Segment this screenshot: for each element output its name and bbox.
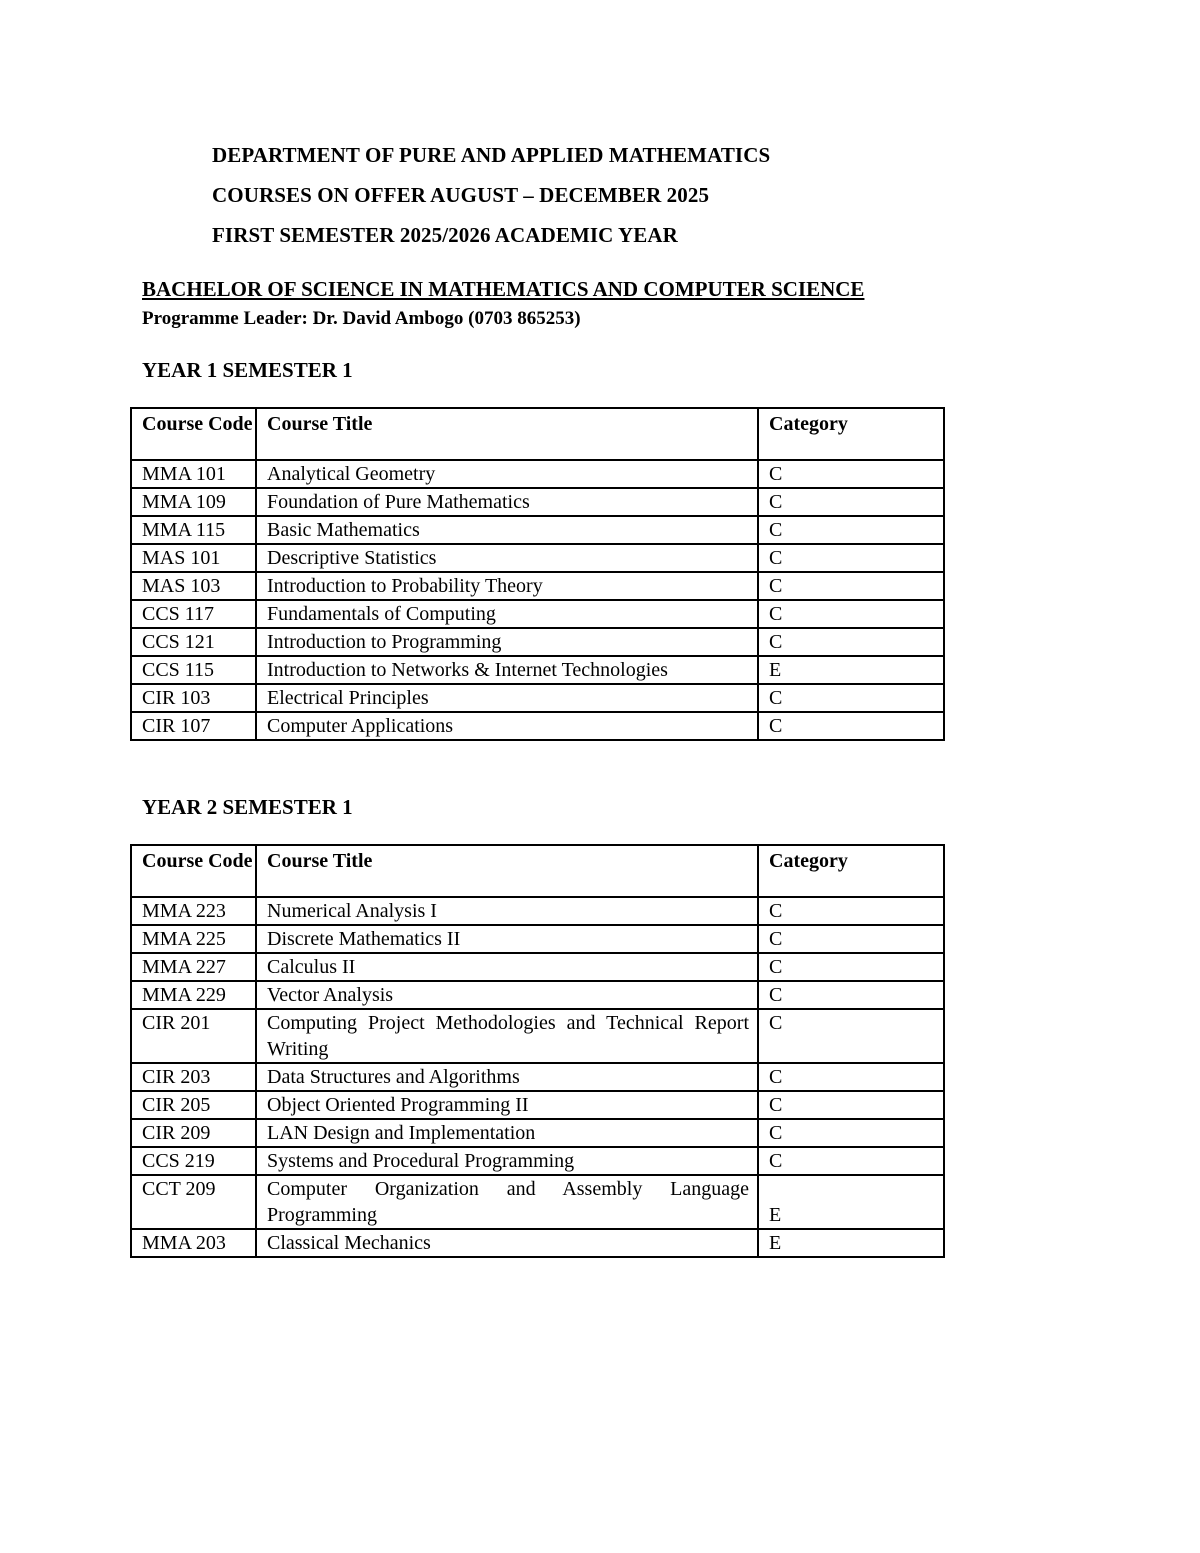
course-code: CCT 209 [131, 1175, 256, 1229]
course-code: MMA 115 [131, 516, 256, 544]
course-title: Vector Analysis [256, 981, 758, 1009]
course-title: Electrical Principles [256, 684, 758, 712]
course-category: C [758, 712, 944, 740]
column-header-code: Course Code [131, 408, 256, 460]
course-code: MAS 101 [131, 544, 256, 572]
course-code: CIR 205 [131, 1091, 256, 1119]
table-header-row [131, 408, 944, 460]
course-title: Data Structures and Algorithms [256, 1063, 758, 1091]
column-header-title: Course Title [256, 845, 758, 897]
course-category: C [758, 628, 944, 656]
course-code: MMA 225 [131, 925, 256, 953]
course-title: Computing Project Methodologies and Technical Report Writing [256, 1009, 758, 1063]
course-code: CIR 107 [131, 712, 256, 740]
course-category: C [758, 516, 944, 544]
course-category: C [758, 488, 944, 516]
table-row [131, 544, 944, 572]
course-code: MMA 223 [131, 897, 256, 925]
table-row [131, 1091, 944, 1119]
course-category: C [758, 981, 944, 1009]
course-code: MAS 103 [131, 572, 256, 600]
table-row [131, 1175, 944, 1229]
programme-title: BACHELOR OF SCIENCE IN MATHEMATICS AND COMPUTER SCIENCE [142, 277, 865, 301]
course-code: CIR 103 [131, 684, 256, 712]
course-category: C [758, 684, 944, 712]
course-category: C [758, 572, 944, 600]
table-row [131, 628, 944, 656]
course-code: MMA 101 [131, 460, 256, 488]
course-title: Computer Organization and Assembly Language Programming [256, 1175, 758, 1229]
table-row [131, 1119, 944, 1147]
table-row [131, 712, 944, 740]
table-row [131, 656, 944, 684]
course-title: Basic Mathematics [256, 516, 758, 544]
course-category: C [758, 1063, 944, 1091]
table-row [131, 684, 944, 712]
column-header-title: Course Title [256, 408, 758, 460]
course-category: C [758, 897, 944, 925]
course-code: MMA 229 [131, 981, 256, 1009]
table-row [131, 460, 944, 488]
table-header-row [131, 845, 944, 897]
column-header-category: Category [758, 408, 944, 460]
course-category: E [758, 656, 944, 684]
course-title: Introduction to Programming [256, 628, 758, 656]
table-row [131, 1229, 944, 1257]
table-row [131, 1063, 944, 1091]
course-category: C [758, 544, 944, 572]
course-title: Descriptive Statistics [256, 544, 758, 572]
table-row [131, 897, 944, 925]
year2-courses-table [130, 844, 945, 1258]
table-row [131, 572, 944, 600]
course-code: CIR 203 [131, 1063, 256, 1091]
column-header-code: Course Code [131, 845, 256, 897]
course-title: Numerical Analysis I [256, 897, 758, 925]
course-category: C [758, 953, 944, 981]
course-category: C [758, 1009, 944, 1063]
course-title: Object Oriented Programming II [256, 1091, 758, 1119]
table-row [131, 516, 944, 544]
course-code: CCS 121 [131, 628, 256, 656]
course-category: E [758, 1229, 944, 1257]
course-title: Introduction to Networks & Internet Technologies [256, 656, 758, 684]
table-row [131, 981, 944, 1009]
course-code: CCS 115 [131, 656, 256, 684]
course-title: Discrete Mathematics II [256, 925, 758, 953]
course-title: Computer Applications [256, 712, 758, 740]
course-title: Classical Mechanics [256, 1229, 758, 1257]
course-title: Systems and Procedural Programming [256, 1147, 758, 1175]
course-code: MMA 109 [131, 488, 256, 516]
course-category: C [758, 1147, 944, 1175]
course-category: C [758, 600, 944, 628]
table-row [131, 953, 944, 981]
department-heading: DEPARTMENT OF PURE AND APPLIED MATHEMATICS [212, 143, 771, 167]
course-title: Calculus II [256, 953, 758, 981]
course-category: C [758, 1119, 944, 1147]
course-code: CIR 209 [131, 1119, 256, 1147]
table-row [131, 488, 944, 516]
course-title: Foundation of Pure Mathematics [256, 488, 758, 516]
column-header-category: Category [758, 845, 944, 897]
courses-offer-heading: COURSES ON OFFER AUGUST – DECEMBER 2025 [212, 183, 710, 207]
course-title: Introduction to Probability Theory [256, 572, 758, 600]
programme-leader: Programme Leader: Dr. David Ambogo (0703 865253) [142, 308, 581, 329]
course-title: LAN Design and Implementation [256, 1119, 758, 1147]
table-row [131, 1009, 944, 1063]
semester-heading: FIRST SEMESTER 2025/2026 ACADEMIC YEAR [212, 223, 678, 247]
year1-section-title: YEAR 1 SEMESTER 1 [142, 358, 353, 382]
course-category: C [758, 460, 944, 488]
table-row [131, 1147, 944, 1175]
course-code: CCS 117 [131, 600, 256, 628]
year2-section-title: YEAR 2 SEMESTER 1 [142, 795, 353, 819]
course-code: MMA 227 [131, 953, 256, 981]
table-row [131, 600, 944, 628]
table-row [131, 925, 944, 953]
course-title: Analytical Geometry [256, 460, 758, 488]
course-code: CCS 219 [131, 1147, 256, 1175]
year1-courses-table [130, 407, 945, 741]
course-category: C [758, 925, 944, 953]
course-code: CIR 201 [131, 1009, 256, 1063]
course-category: C [758, 1091, 944, 1119]
course-title: Fundamentals of Computing [256, 600, 758, 628]
course-code: MMA 203 [131, 1229, 256, 1257]
course-category: E [758, 1175, 944, 1229]
